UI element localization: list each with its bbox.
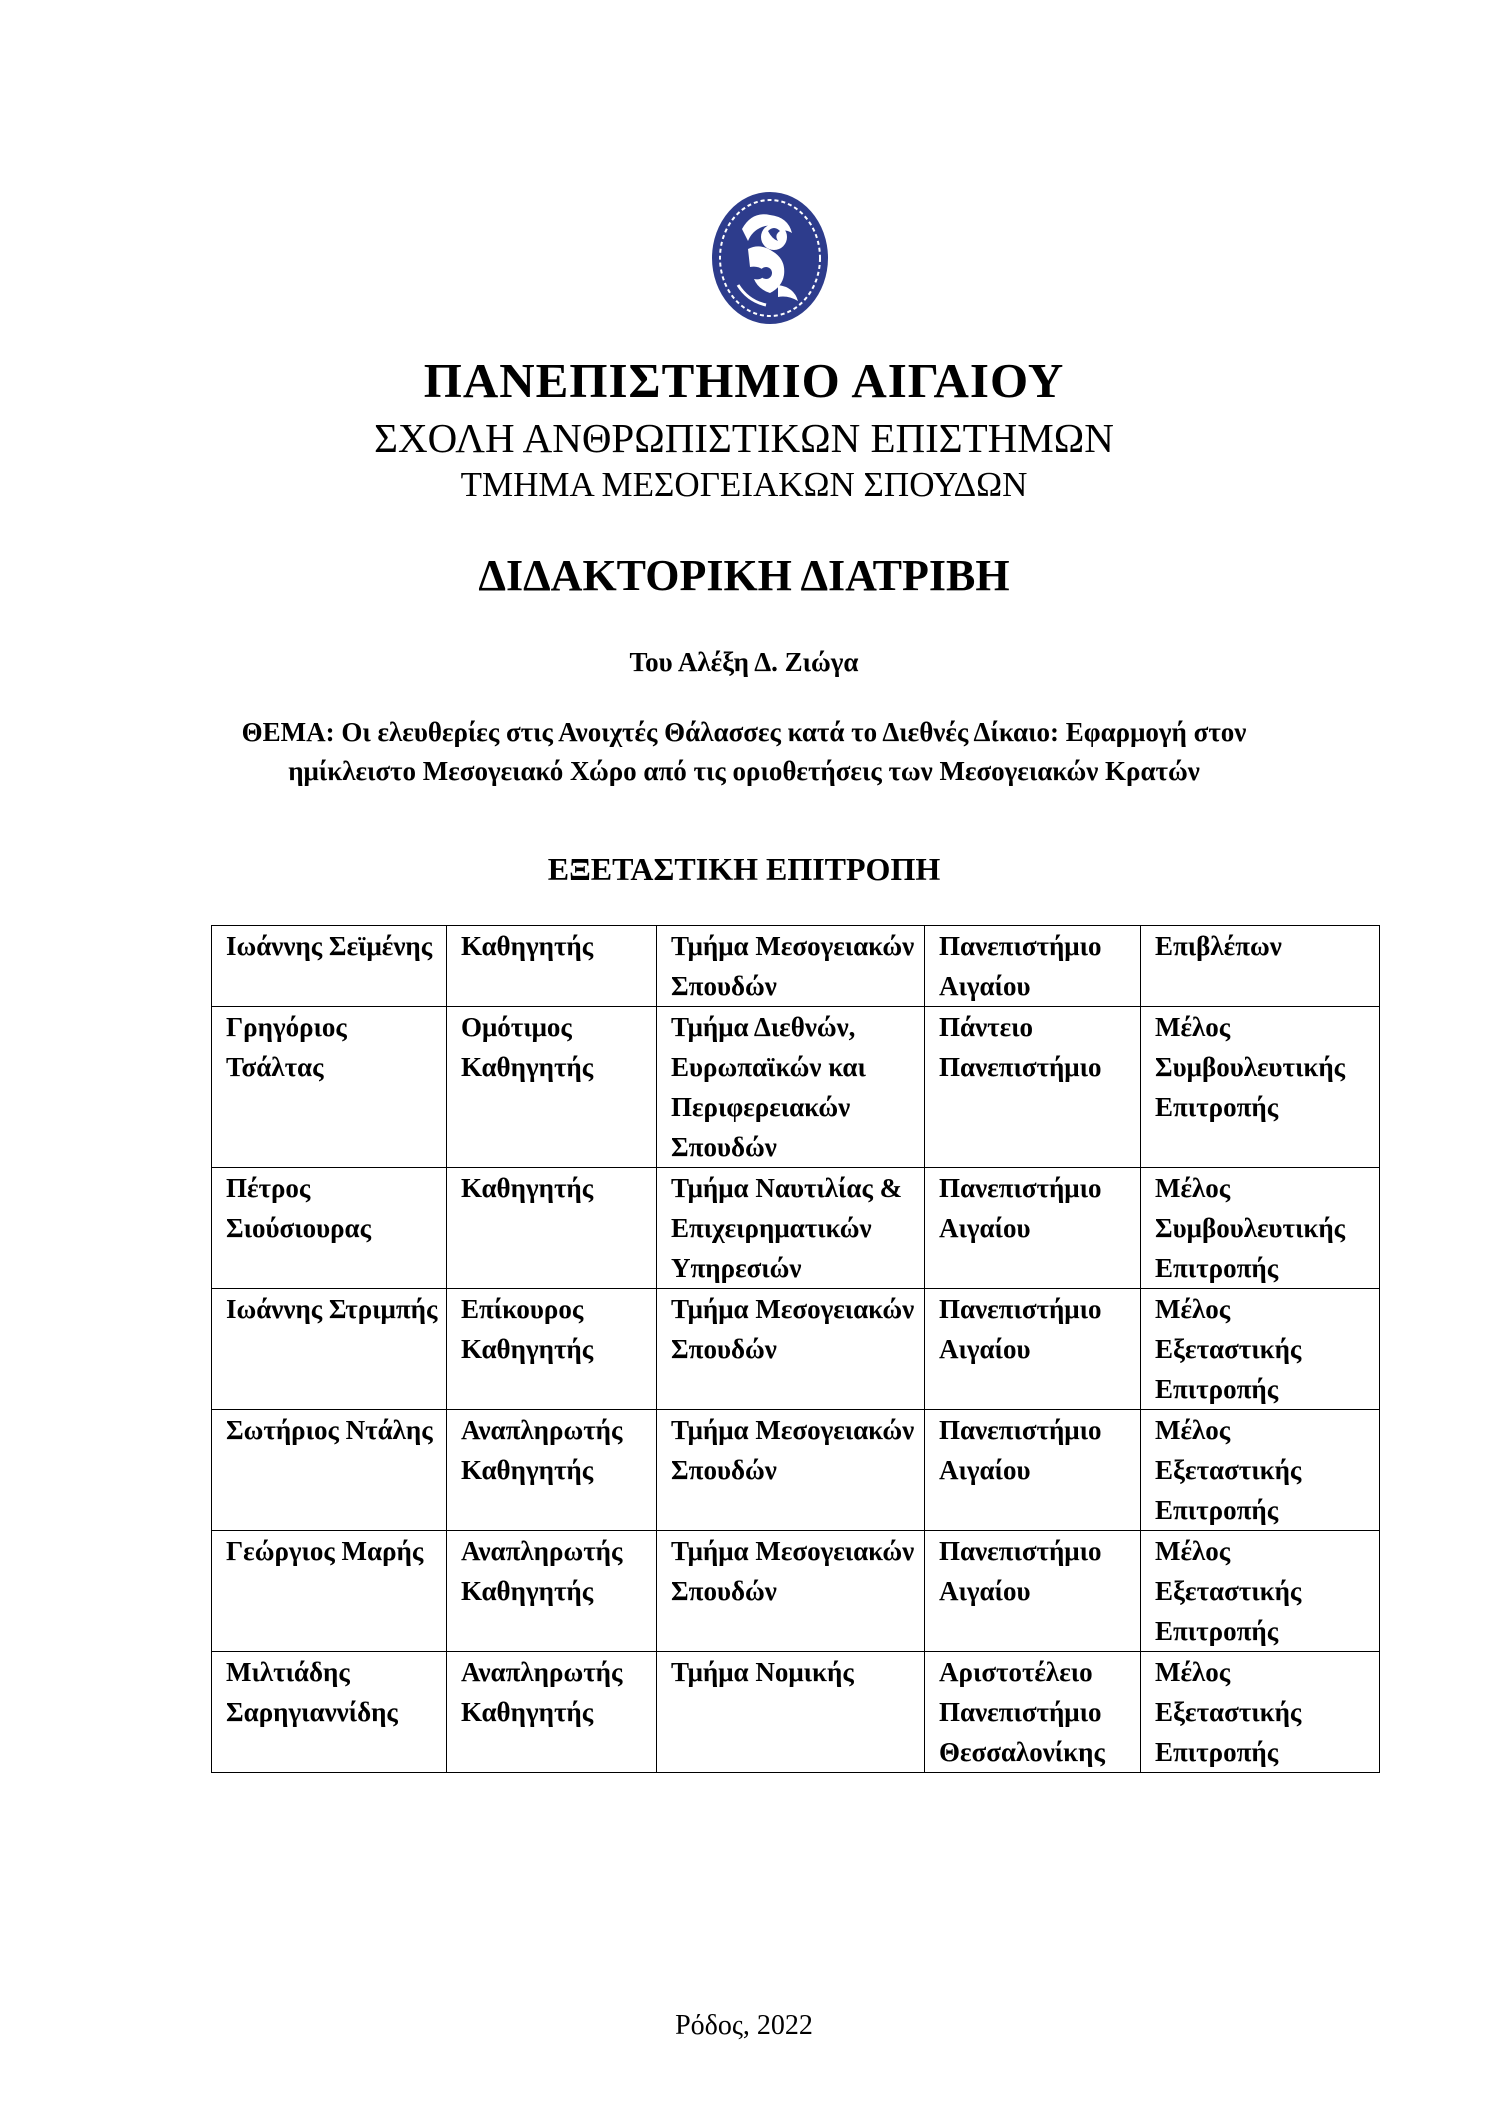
- member-rank: Αναπληρωτής Καθηγητής: [447, 1652, 657, 1773]
- member-name: Γεώργιος Μαρής: [212, 1531, 447, 1652]
- member-role: Επιβλέπων: [1141, 926, 1380, 1007]
- member-rank: Ομότιμος Καθηγητής: [447, 1007, 657, 1168]
- member-rank: Επίκουρος Καθηγητής: [447, 1289, 657, 1410]
- document-type: ΔΙΔΑΚΤΟΡΙΚΗ ΔΙΑΤΡΙΒΗ: [478, 551, 1010, 600]
- table-row: [212, 1531, 1380, 1652]
- member-rank: Αναπληρωτής Καθηγητής: [447, 1531, 657, 1652]
- member-institution: Αριστοτέλειο Πανεπιστήμιο Θεσσαλονίκης: [925, 1652, 1141, 1773]
- table-row: [212, 1652, 1380, 1773]
- committee-table: [211, 925, 1380, 1773]
- member-role: Μέλος Εξεταστικής Επιτροπής: [1141, 1531, 1380, 1652]
- member-name: Ιωάννης Στριμπής: [212, 1289, 447, 1410]
- member-role: Μέλος Εξεταστικής Επιτροπής: [1141, 1652, 1380, 1773]
- table-row: [212, 1168, 1380, 1289]
- member-department: Τμήμα Μεσογειακών Σπουδών: [657, 1289, 925, 1410]
- committee-title: ΕΞΕΤΑΣΤΙΚΗ ΕΠΙΤΡΟΠΗ: [547, 851, 941, 887]
- member-name: Μιλτιάδης Σαρηγιαννίδης: [212, 1652, 447, 1773]
- thesis-topic: [0, 713, 1488, 791]
- table-row: [212, 926, 1380, 1007]
- table-row: [212, 1410, 1380, 1531]
- member-name: Ιωάννης Σεϊμένης: [212, 926, 447, 1007]
- member-department: Τμήμα Μεσογειακών Σπουδών: [657, 1531, 925, 1652]
- author-line: Του Αλέξη Δ. Ζιώγα: [629, 647, 859, 677]
- member-rank: Καθηγητής: [447, 926, 657, 1007]
- member-department: Τμήμα Διεθνών, Ευρωπαϊκών και Περιφερειακών Σπουδών: [657, 1007, 925, 1168]
- table-row: [212, 1289, 1380, 1410]
- member-institution: Πανεπιστήμιο Αιγαίου: [925, 1531, 1141, 1652]
- university-seal-icon: [708, 189, 832, 327]
- member-department: Τμήμα Μεσογειακών Σπουδών: [657, 1410, 925, 1531]
- table-row: [212, 1007, 1380, 1168]
- member-rank: Αναπληρωτής Καθηγητής: [447, 1410, 657, 1531]
- member-institution: Πανεπιστήμιο Αιγαίου: [925, 1410, 1141, 1531]
- member-rank: Καθηγητής: [447, 1168, 657, 1289]
- member-role: Μέλος Εξεταστικής Επιτροπής: [1141, 1410, 1380, 1531]
- member-institution: Πάντειο Πανεπιστήμιο: [925, 1007, 1141, 1168]
- member-department: Τμήμα Νομικής: [657, 1652, 925, 1773]
- member-name: Σωτήριος Ντάλης: [212, 1410, 447, 1531]
- member-name: Πέτρος Σιούσιουρας: [212, 1168, 447, 1289]
- member-institution: Πανεπιστήμιο Αιγαίου: [925, 1168, 1141, 1289]
- member-name: Γρηγόριος Τσάλτας: [212, 1007, 447, 1168]
- member-role: Μέλος Εξεταστικής Επιτροπής: [1141, 1289, 1380, 1410]
- department-name: ΤΜΗΜΑ ΜΕΣΟΓΕΙΑΚΩΝ ΣΠΟΥΔΩΝ: [460, 465, 1028, 504]
- member-department: Τμήμα Μεσογειακών Σπουδών: [657, 926, 925, 1007]
- thesis-topic-line: ημίκλειστο Μεσογειακό Χώρο από τις οριοθετήσεις των Μεσογειακών Κρατών: [288, 756, 1200, 786]
- thesis-topic-line: ΘΕΜΑ: Οι ελευθερίες στις Ανοιχτές Θάλασσες κατά το Διεθνές Δίκαιο: Εφαρμογή στον: [241, 717, 1247, 747]
- member-institution: Πανεπιστήμιο Αιγαίου: [925, 1289, 1141, 1410]
- member-department: Τμήμα Ναυτιλίας & Επιχειρηματικών Υπηρεσιών: [657, 1168, 925, 1289]
- place-date: Ρόδος, 2022: [675, 2010, 813, 2041]
- member-institution: Πανεπιστήμιο Αιγαίου: [925, 926, 1141, 1007]
- school-name: ΣΧΟΛΗ ΑΝΘΡΩΠΙΣΤΙΚΩΝ ΕΠΙΣΤΗΜΩΝ: [374, 415, 1114, 461]
- member-role: Μέλος Συμβουλευτικής Επιτροπής: [1141, 1007, 1380, 1168]
- member-role: Μέλος Συμβουλευτικής Επιτροπής: [1141, 1168, 1380, 1289]
- university-name: ΠΑΝΕΠΙΣΤΗΜΙΟ ΑΙΓΑΙΟΥ: [423, 353, 1065, 408]
